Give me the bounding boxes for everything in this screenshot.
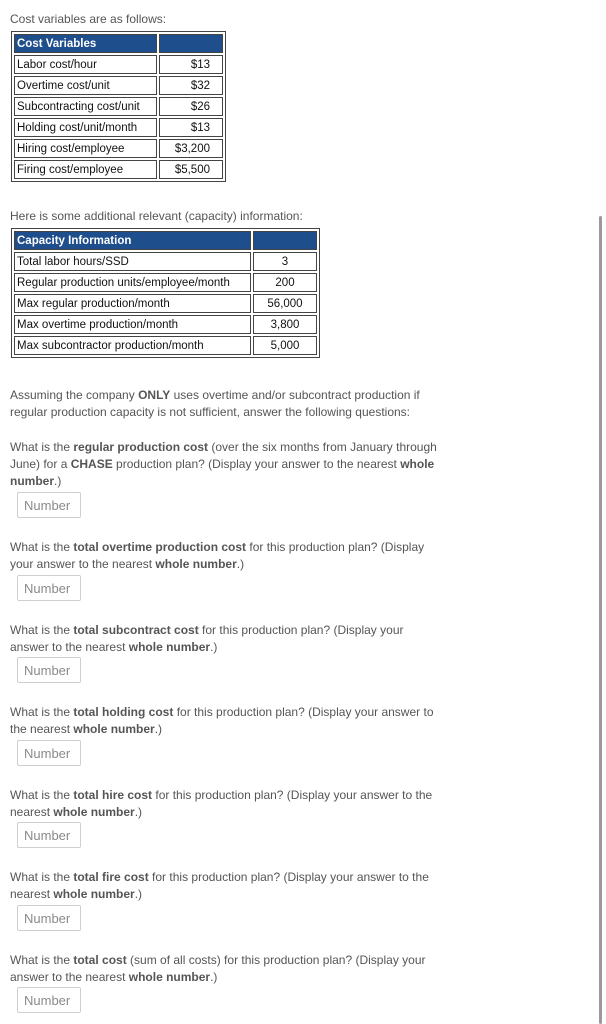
- table-row: [14, 55, 223, 74]
- table-header-row: [14, 231, 317, 250]
- vertical-scrollbar[interactable]: [599, 216, 602, 1024]
- table-cell-label: Max overtime production/month: [14, 315, 251, 334]
- table-row: [14, 273, 317, 292]
- question-regular-production-cost: What is the regular production cost (over the six months from January through June) for a CHASE production plan? (Display your answer to the nearest whole number.): [10, 440, 437, 488]
- answer-input-fire-cost[interactable]: [17, 905, 81, 931]
- table-cell-value: 56,000: [253, 294, 317, 313]
- table-cell-value: $26: [159, 97, 223, 116]
- table-cell-value: $13: [159, 55, 223, 74]
- table-row: [14, 76, 223, 95]
- answer-input-regular-production-cost[interactable]: [17, 492, 81, 518]
- question-holding-cost: What is the total holding cost for this production plan? (Display your answer to the nearest whole number.): [10, 705, 434, 736]
- table-cell-value: 200: [253, 273, 317, 292]
- table-row: [14, 139, 223, 158]
- table-cell-value: $32: [159, 76, 223, 95]
- table-cell-label: Subcontracting cost/unit: [14, 97, 157, 116]
- table-header-cell: [159, 34, 223, 53]
- table-cell-value: 3: [253, 252, 317, 271]
- table-cell-value: 5,000: [253, 336, 317, 355]
- table-cell-label: Labor cost/hour: [14, 55, 157, 74]
- question-overtime-cost: What is the total overtime production cost for this production plan? (Display your answer to the nearest whole number.): [10, 540, 425, 571]
- answer-input-holding-cost[interactable]: [17, 740, 81, 766]
- table-header-cell: [253, 231, 317, 250]
- question-subcontract-cost: What is the total subcontract cost for this production plan? (Display your answer to the nearest whole number.): [10, 623, 404, 654]
- answer-input-overtime-cost[interactable]: [17, 575, 81, 601]
- table-header-cell: Cost Variables: [14, 34, 157, 53]
- question-hire-cost: What is the total hire cost for this production plan? (Display your answer to the nearest whole number.): [10, 788, 433, 819]
- table-row: [14, 315, 317, 334]
- capacity-intro: Here is some additional relevant (capacity) information:: [10, 209, 303, 223]
- table-cell-label: Hiring cost/employee: [14, 139, 157, 158]
- table-header-cell: Capacity Information: [14, 231, 251, 250]
- table-cell-value: $3,200: [159, 139, 223, 158]
- table-cell-label: Max regular production/month: [14, 294, 251, 313]
- table-row: [14, 97, 223, 116]
- answer-input-total-cost[interactable]: [17, 987, 81, 1013]
- table-cell-label: Total labor hours/SSD: [14, 252, 251, 271]
- table-cell-label: Regular production units/employee/month: [14, 273, 251, 292]
- table-row: [14, 118, 223, 137]
- assumption-text: Assuming the company ONLY uses overtime and/or subcontract production if regular production capacity is not sufficient, answer the following questions:: [10, 388, 420, 419]
- answer-input-subcontract-cost[interactable]: [17, 657, 81, 683]
- table-cell-label: Max subcontractor production/month: [14, 336, 251, 355]
- table-row: [14, 336, 317, 355]
- table-row: [14, 252, 317, 271]
- table-cell-value: 3,800: [253, 315, 317, 334]
- table-cell-label: Firing cost/employee: [14, 160, 157, 179]
- answer-input-hire-cost[interactable]: [17, 822, 81, 848]
- question-fire-cost: What is the total fire cost for this production plan? (Display your answer to the nearest whole number.): [10, 870, 429, 901]
- table-cell-value: $5,500: [159, 160, 223, 179]
- cost-variables-table: [11, 31, 226, 182]
- table-row: [14, 160, 223, 179]
- table-cell-label: Holding cost/unit/month: [14, 118, 157, 137]
- table-cell-value: $13: [159, 118, 223, 137]
- cost-intro: Cost variables are as follows:: [10, 12, 167, 26]
- table-row: [14, 294, 317, 313]
- table-cell-label: Overtime cost/unit: [14, 76, 157, 95]
- capacity-information-table: [11, 228, 320, 358]
- table-header-row: [14, 34, 223, 53]
- question-total-cost: What is the total cost (sum of all costs) for this production plan? (Display your answer to the nearest whole number.): [10, 953, 426, 984]
